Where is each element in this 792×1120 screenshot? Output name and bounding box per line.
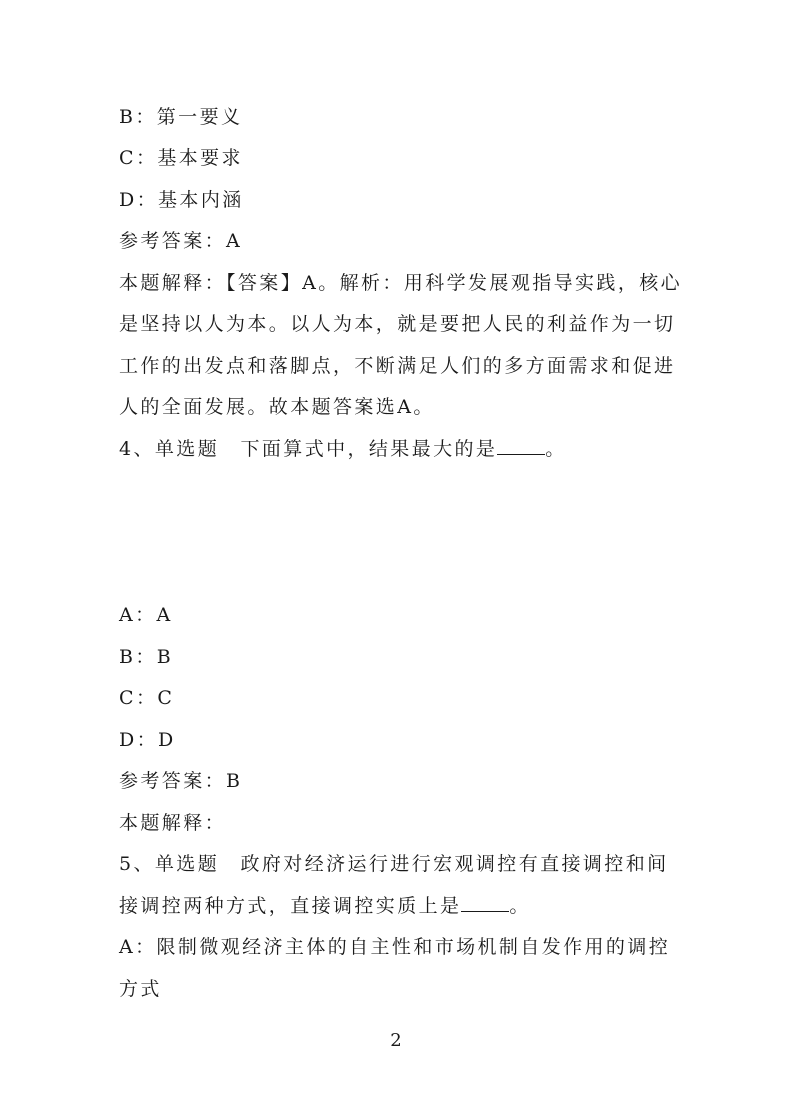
q4-option-a: A：A (119, 604, 173, 626)
q4-stem-text: 4、单选题 下面算式中，结果最大的是 (119, 438, 498, 460)
q3-option-d: D：基本内涵 (119, 189, 244, 211)
q4-option-d: D：D (119, 729, 176, 751)
q4-option-c: C：C (119, 687, 175, 709)
q4-explanation: 本题解释： (119, 812, 227, 834)
q3-option-c: C：基本要求 (119, 147, 243, 169)
q3-option-b: B：第一要义 (119, 106, 243, 128)
q5-stem-line1: 5、单选题 政府对经济运行进行宏观调控有直接调控和间 (119, 853, 669, 875)
answer-blank (497, 438, 545, 455)
q5-option-a-line1: A：限制微观经济主体的自主性和市场机制自发作用的调控 (119, 936, 671, 958)
q4-stem (119, 437, 679, 461)
page-number: 2 (390, 1030, 402, 1051)
q4-answer: 参考答案：B (119, 770, 243, 792)
q3-explanation-line: 本题解释：【答案】A。解析：用科学发展观指导实践，核心 (119, 272, 683, 294)
q5-stem-text: 接调控两种方式，直接调控实质上是 (119, 895, 462, 917)
q3-explanation-line: 人的全面发展。故本题答案选A。 (119, 396, 435, 418)
q3-explanation-line: 是坚持以人为本。以人为本，就是要把人民的利益作为一切 (119, 313, 676, 335)
q5-stem-end: 。 (509, 895, 531, 917)
q4-stem-end: 。 (545, 438, 567, 460)
q5-option-a-line2: 方式 (119, 978, 162, 1000)
q3-explanation-line: 工作的出发点和落脚点，不断满足人们的多方面需求和促进 (119, 355, 676, 377)
answer-blank (461, 895, 509, 912)
q3-answer: 参考答案：A (119, 230, 243, 252)
q5-stem-line2 (119, 894, 679, 918)
q4-option-b: B：B (119, 646, 174, 668)
